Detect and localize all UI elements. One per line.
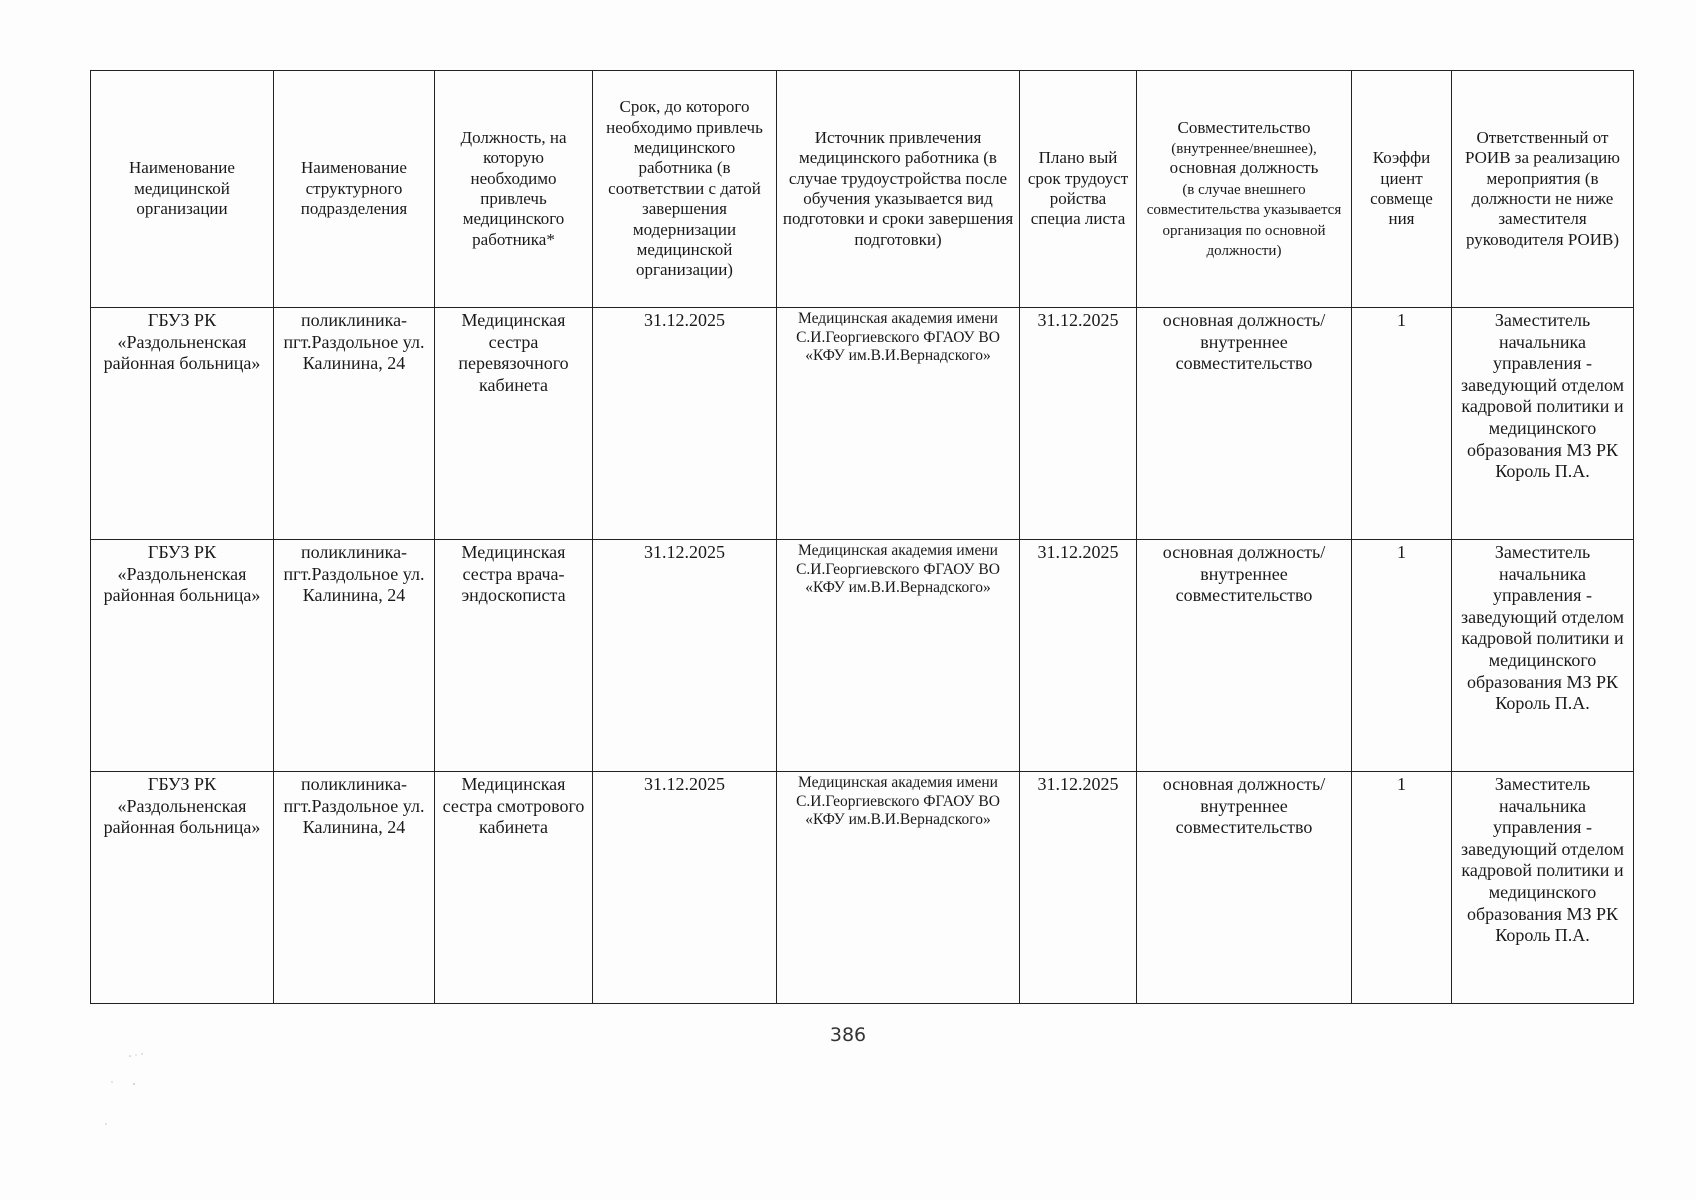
header-responsible: Ответственный от РОИВ за реализацию мероприятия (в должности не ниже заместителя руководителя РОИВ) — [1452, 71, 1634, 308]
header-coefficient: Коэффи циент совмеще ния — [1352, 71, 1452, 308]
header-combination-main: основная должность — [1169, 158, 1319, 178]
cell-organization: ГБУЗ РК «Раздольненская районная больница» — [91, 772, 274, 1004]
cell-organization: ГБУЗ РК «Раздольненская районная больница» — [91, 308, 274, 540]
header-combination-note: (в случае внешнего совместительства указывается организация по основной должности) — [1146, 181, 1342, 259]
cell-combination: основная должность/ внутреннее совместительство — [1137, 308, 1352, 540]
cell-department: поликлиника-пгт.Раздольное ул. Калинина, 24 — [274, 540, 435, 772]
table-row — [91, 308, 1634, 540]
table-row — [91, 540, 1634, 772]
table-row — [91, 772, 1634, 1004]
header-combination — [1137, 71, 1352, 308]
cell-source: Медицинская академия имени С.И.Георгиевского ФГАОУ ВО «КФУ им.В.И.Вернадского» — [777, 308, 1020, 540]
cell-deadline: 31.12.2025 — [593, 772, 777, 1004]
cell-deadline: 31.12.2025 — [593, 540, 777, 772]
table-header-row — [91, 71, 1634, 308]
header-combination-type: (внутреннее/внешнее), — [1171, 141, 1317, 158]
cell-combination: основная должность/ внутреннее совместительство — [1137, 772, 1352, 1004]
cell-combination: основная должность/ внутреннее совместительство — [1137, 540, 1352, 772]
cell-department: поликлиника-пгт.Раздольное ул. Калинина, 24 — [274, 772, 435, 1004]
cell-organization: ГБУЗ РК «Раздольненская районная больница» — [91, 540, 274, 772]
cell-position: Медицинская сестра врача-эндоскописта — [435, 540, 593, 772]
cell-department: поликлиника-пгт.Раздольное ул. Калинина, 24 — [274, 308, 435, 540]
cell-deadline: 31.12.2025 — [593, 308, 777, 540]
header-planned-date: Плано вый срок трудоуст ройства специа листа — [1020, 71, 1137, 308]
header-source: Источник привлечения медицинского работника (в случае трудоустройства после обучения указывается вид подготовки и сроки завершения подготовки) — [777, 71, 1020, 308]
cell-coefficient: 1 — [1352, 540, 1452, 772]
cell-planned-date: 31.12.2025 — [1020, 772, 1137, 1004]
cell-position: Медицинская сестра перевязочного кабинета — [435, 308, 593, 540]
cell-responsible: Заместитель начальника управления - заведующий отделом кадровой политики и медицинского образования МЗ РК Король П.А. — [1452, 308, 1634, 540]
header-department: Наименование структурного подразделения — [274, 71, 435, 308]
cell-responsible: Заместитель начальника управления - заведующий отделом кадровой политики и медицинского образования МЗ РК Король П.А. — [1452, 772, 1634, 1004]
header-organization: Наименование медицинской организации — [91, 71, 274, 308]
cell-planned-date: 31.12.2025 — [1020, 308, 1137, 540]
cell-planned-date: 31.12.2025 — [1020, 540, 1137, 772]
page-number: 386 — [829, 1024, 867, 1046]
header-deadline: Срок, до которого необходимо привлечь медицинского работника (в соответствии с датой завершения модернизации медицинской организации) — [593, 71, 777, 308]
cell-responsible: Заместитель начальника управления - заведующий отделом кадровой политики и медицинского образования МЗ РК Король П.А. — [1452, 540, 1634, 772]
cell-source: Медицинская академия имени С.И.Георгиевского ФГАОУ ВО «КФУ им.В.И.Вернадского» — [777, 772, 1020, 1004]
cell-position: Медицинская сестра смотрового кабинета — [435, 772, 593, 1004]
cell-source: Медицинская академия имени С.И.Георгиевского ФГАОУ ВО «КФУ им.В.И.Вернадского» — [777, 540, 1020, 772]
header-position: Должность, на которую необходимо привлечь медицинского работника* — [435, 71, 593, 308]
cell-coefficient: 1 — [1352, 308, 1452, 540]
cell-coefficient: 1 — [1352, 772, 1452, 1004]
scan-specks — [100, 1050, 160, 1130]
header-combination-title: Совместительство — [1177, 117, 1311, 137]
staffing-table — [90, 70, 1634, 1004]
